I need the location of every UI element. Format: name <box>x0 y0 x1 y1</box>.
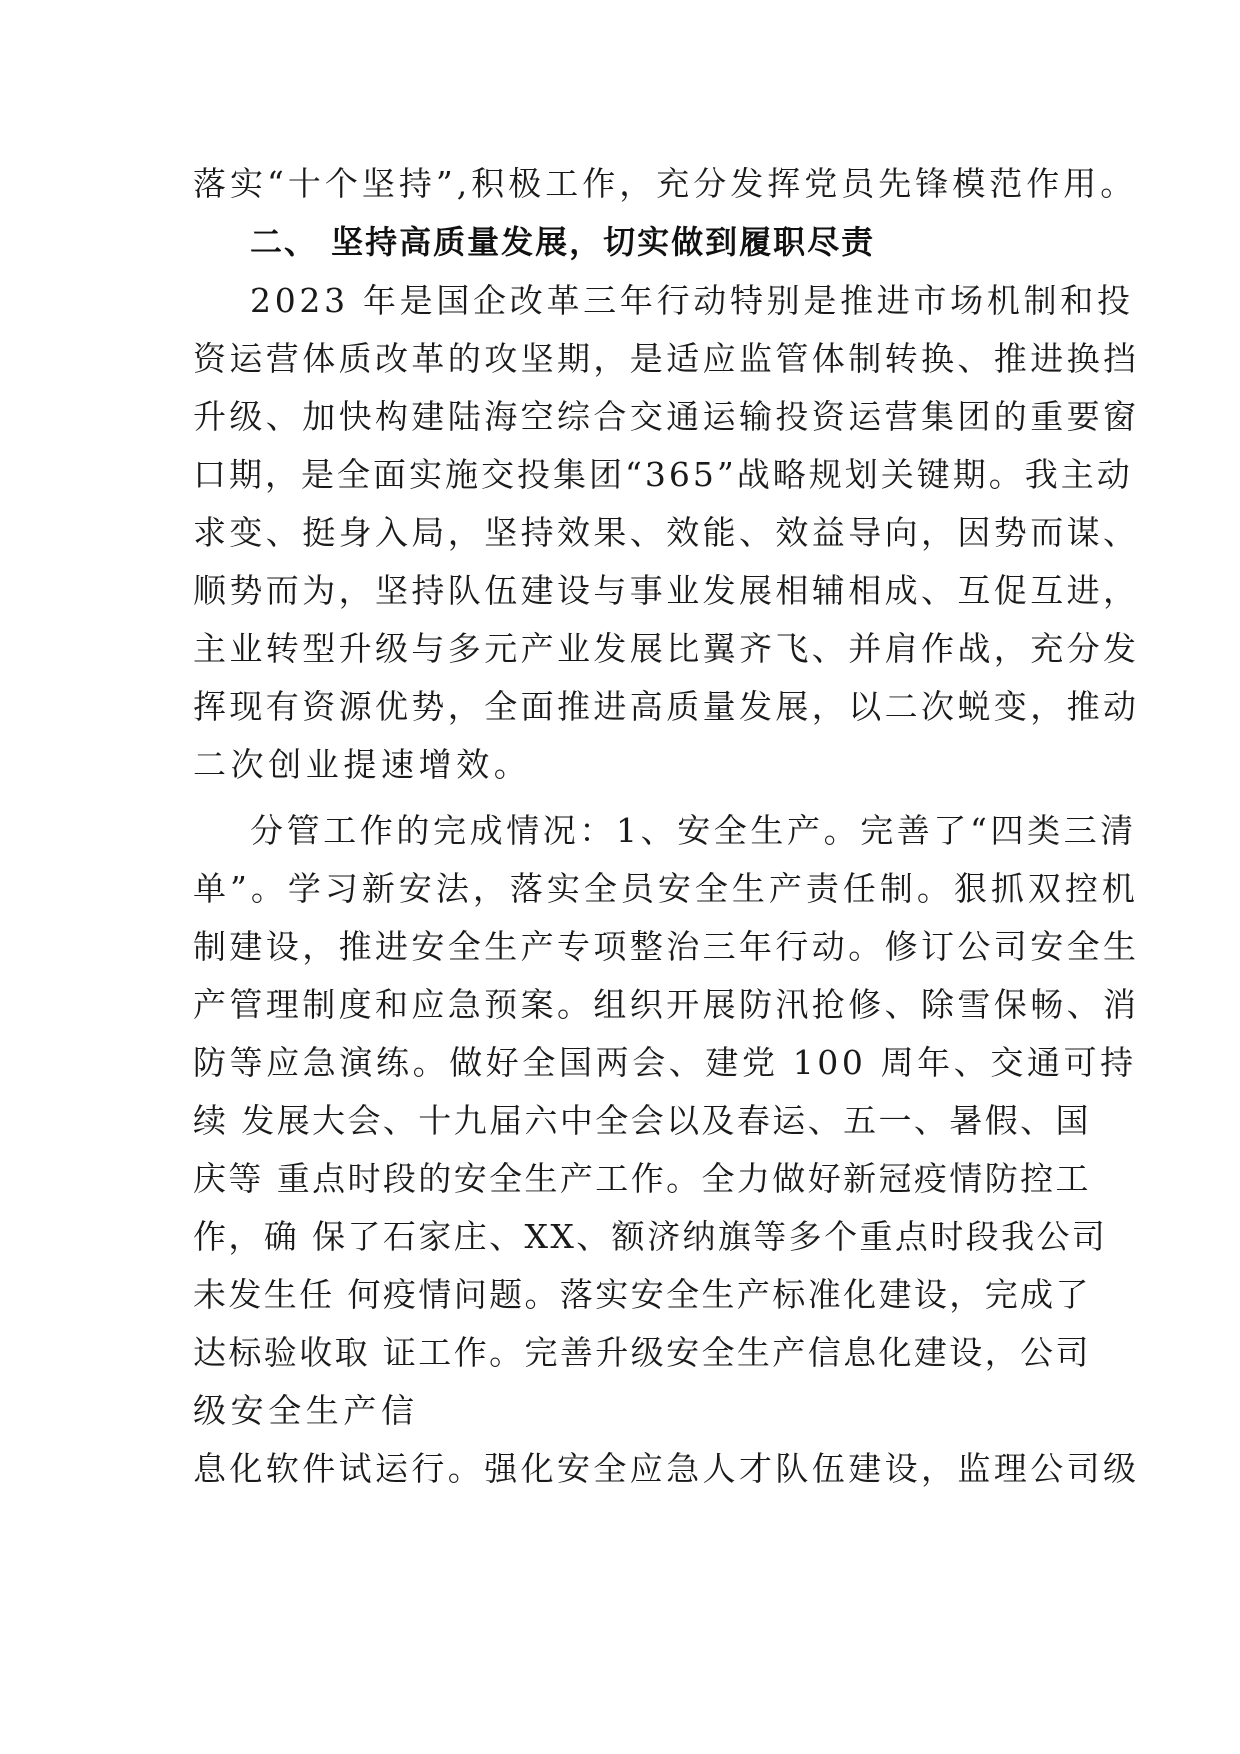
text-line-5: 升级、加快构建陆海空综合交通运输投资运营集团的重要窗 <box>193 397 1140 436</box>
text-line-14: 制建设，推进安全生产专项整治三年行动。修订公司安全生 <box>193 927 1140 966</box>
text-line-3: 2023 年是国企改革三年行动特别是推进市场机制和投 <box>250 281 1134 320</box>
text-line-6: 口期，是全面实施交投集团“365”战略规划关键期。我主动 <box>193 455 1133 494</box>
text-line-23: 息化软件试运行。强化安全应急人才队伍建设，监理公司级 <box>193 1449 1140 1488</box>
text-line-16: 防等应急演练。做好全国两会、建党 100 周年、交通可持 <box>193 1043 1137 1082</box>
text-line-12: 分管工作的完成情况：1、安全生产。完善了“四类三清 <box>250 811 1137 850</box>
text-line-1: 落实“十个坚持”,积极工作，充分发挥党员先锋模范作用。 <box>193 164 1138 203</box>
text-line-10: 挥现有资源优势，全面推进高质量发展，以二次蜕变，推动 <box>193 687 1140 726</box>
text-line-13: 单”。学习新安法，落实全员安全生产责任制。狠抓双控机 <box>193 869 1139 908</box>
section-heading: 二、 坚持高质量发展，切实做到履职尽责 <box>250 223 876 261</box>
text-line-22: 级安全生产信 <box>193 1391 419 1430</box>
text-line-19: 作，确 保了石家庄、XX、额济纳旗等多个重点时段我公司 <box>193 1217 1108 1256</box>
text-line-18: 庆等 重点时段的安全生产工作。全力做好新冠疫情防控工 <box>193 1159 1091 1198</box>
text-line-21: 达标验收取 证工作。完善升级安全生产信息化建设，公司 <box>193 1333 1091 1372</box>
text-line-8: 顺势而为，坚持队伍建设与事业发展相辅相成、互促互进， <box>193 571 1140 610</box>
text-line-20: 未发生任 何疫情问题。落实安全生产标准化建设，完成了 <box>193 1275 1091 1314</box>
text-line-7: 求变、挺身入局，坚持效果、效能、效益导向，因势而谋、 <box>193 513 1140 552</box>
text-line-9: 主业转型升级与多元产业发展比翼齐飞、并肩作战，充分发 <box>193 629 1140 668</box>
text-line-17: 续 发展大会、十九届六中全会以及春运、五一、暑假、国 <box>193 1101 1091 1140</box>
text-line-15: 产管理制度和应急预案。组织开展防汛抢修、除雪保畅、消 <box>193 985 1140 1024</box>
text-line-11: 二次创业提速增效。 <box>193 745 532 784</box>
text-line-4: 资运营体质改革的攻坚期，是适应监管体制转换、推进换挡 <box>193 339 1140 378</box>
